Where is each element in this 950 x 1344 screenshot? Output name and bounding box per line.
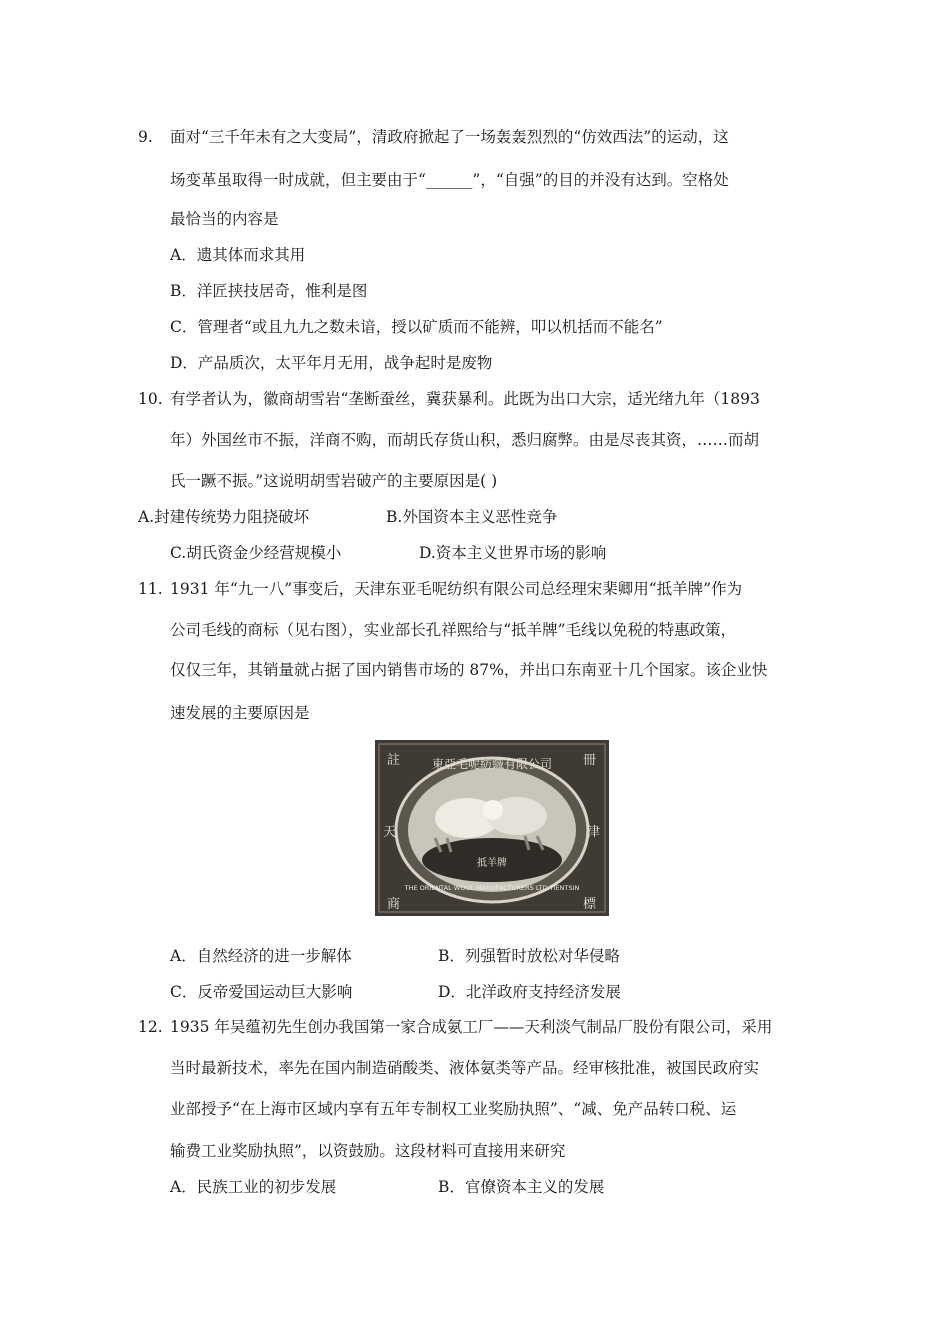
trademark-drawing: [375, 740, 609, 916]
question-9-option-b: B．洋匠挟技居奇，惟利是图: [170, 282, 368, 300]
question-12-option-a: A．民族工业的初步发展: [170, 1178, 337, 1196]
question-11-option-b: B．列强暂时放松对华侵略: [438, 947, 620, 965]
question-10-stem-line-2: 年）外国丝市不振，洋商不购，而胡氏存货山积，悉归腐弊。由是尽丧其资，……而胡: [170, 431, 760, 449]
question-10-option-b: B.外国资本主义恶性竞争: [386, 508, 558, 526]
trademark-corner-shang: 商: [387, 897, 401, 912]
trademark-english-name: THE ORIENTAL WOOL MANUFACTURERS LTD.TIENTSIN: [404, 884, 580, 892]
question-10-stem-line-1: 有学者认为，徽商胡雪岩“垄断蚕丝，冀获暴利。此既为出口大宗，适光绪九年（1893: [170, 390, 760, 408]
question-9-option-c: C．管理者“或且九九之数未谙，授以矿质而不能辨，叩以机括而不能名”: [170, 318, 663, 336]
question-9-number: 9.: [138, 128, 153, 146]
question-12-stem-line-1: 1935 年吴蕴初先生创办我国第一家合成氨工厂——天利淡气制品厂股份有限公司，采用: [170, 1018, 773, 1036]
question-11-stem-line-4: 速发展的主要原因是: [170, 704, 310, 722]
trademark-corner-biao: 標: [583, 897, 597, 912]
trademark-company-name: 東亞毛呢紡織有限公司: [431, 757, 553, 771]
question-12-stem-line-3: 业部授予“在上海市区域内享有五年专制权工业奖励执照”、“减、免产品转口税、运: [170, 1100, 737, 1118]
trademark-brand-name: 抵羊牌: [477, 858, 507, 869]
question-9-stem-line-1: 面对“三千年未有之大变局”，清政府掀起了一场轰轰烈烈的“仿效西法”的运动，这: [170, 128, 729, 146]
question-11-stem-line-2: 公司毛线的商标（见右图），实业部长孔祥熙给与“抵羊牌”毛线以免税的特惠政策，: [170, 621, 737, 639]
question-10-number: 10.: [138, 390, 163, 408]
question-12-stem-line-4: 输费工业奖励执照”，以资鼓励。这段材料可直接用来研究: [170, 1142, 566, 1160]
trademark-side-jin: 津: [587, 825, 601, 840]
trademark-image: [375, 740, 609, 916]
question-9-stem-line-3: 最恰当的内容是: [170, 210, 279, 228]
trademark-corner-ce: 冊: [583, 753, 597, 768]
question-12-stem-line-2: 当时最新技术，率先在国内制造硝酸类、液体氨类等产品。经审核批准，被国民政府实: [170, 1059, 760, 1077]
question-10-stem-line-3: 氏一蹶不振。”这说明胡雪岩破产的主要原因是( ): [170, 472, 498, 490]
question-11-option-a: A．自然经济的进一步解体: [170, 947, 352, 965]
question-9-stem-line-2: 场变革虽取得一时成就，但主要由于“______”，“自强”的目的并没有达到。空格处: [170, 171, 729, 189]
question-12-option-b: B．官僚资本主义的发展: [438, 1178, 605, 1196]
question-10-option-c: C.胡氏资金少经营规模小: [170, 544, 342, 562]
trademark-side-tian: 天: [383, 825, 397, 840]
question-10-option-d: D.资本主义世界市场的影响: [419, 544, 607, 562]
question-11-option-c: C．反帝爱国运动巨大影响: [170, 983, 353, 1001]
question-10-option-a: A.封建传统势力阻挠破坏: [138, 508, 310, 526]
trademark-corner-zhu: 註: [387, 753, 401, 768]
question-11-option-d: D．北洋政府支持经济发展: [438, 983, 621, 1001]
question-12-number: 12.: [138, 1018, 163, 1036]
question-11-number: 11.: [138, 580, 163, 598]
question-11-stem-line-3: 仅仅三年，其销量就占据了国内销售市场的 87%，并出口东南亚十几个国家。该企业快: [170, 661, 768, 679]
question-11-stem-line-1: 1931 年“九一八”事变后，天津东亚毛呢纺织有限公司总经理宋棐卿用“抵羊牌”作为: [170, 580, 743, 598]
question-9-option-d: D．产品质次，太平年月无用，战争起时是废物: [170, 354, 493, 372]
question-9-option-a: A．遗其体而求其用: [170, 246, 306, 264]
